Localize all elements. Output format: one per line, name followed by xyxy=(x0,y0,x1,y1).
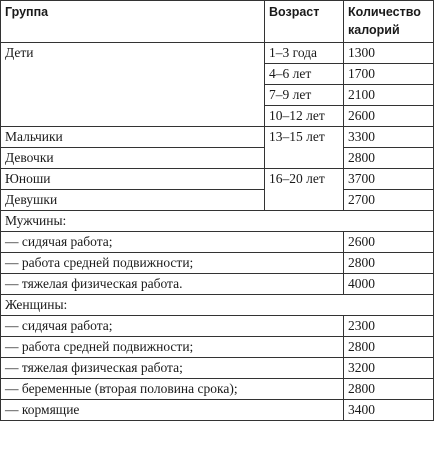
group-cell-children: Дети xyxy=(1,43,265,127)
activity-cell: — сидячая работа; xyxy=(1,316,344,337)
activity-cell: — кормящие xyxy=(1,400,344,421)
table-row xyxy=(1,43,434,64)
calories-cell: 2800 xyxy=(344,253,434,274)
header-group: Группа xyxy=(1,1,265,43)
age-cell: 10–12 лет xyxy=(265,106,344,127)
activity-cell: — тяжелая физическая работа; xyxy=(1,358,344,379)
table-row xyxy=(1,400,434,421)
calories-cell: 2800 xyxy=(344,148,434,169)
calories-cell: 1700 xyxy=(344,64,434,85)
table-row xyxy=(1,253,434,274)
table-row xyxy=(1,274,434,295)
age-cell-16-20: 16–20 лет xyxy=(265,169,344,211)
section-heading-men: Мужчины: xyxy=(1,211,434,232)
group-cell: Девушки xyxy=(1,190,265,211)
calories-cell: 2800 xyxy=(344,337,434,358)
table-row xyxy=(1,148,434,169)
calories-cell: 3200 xyxy=(344,358,434,379)
age-cell: 1–3 года xyxy=(265,43,344,64)
group-cell: Девочки xyxy=(1,148,265,169)
age-cell: 4–6 лет xyxy=(265,64,344,85)
table-row xyxy=(1,379,434,400)
calories-cell: 2600 xyxy=(344,106,434,127)
header-calories: Количество калорий xyxy=(344,1,434,43)
calories-cell: 2800 xyxy=(344,379,434,400)
table-row xyxy=(1,316,434,337)
table-row xyxy=(1,358,434,379)
section-heading-women: Женщины: xyxy=(1,295,434,316)
table-row xyxy=(1,232,434,253)
calories-cell: 4000 xyxy=(344,274,434,295)
group-cell: Мальчики xyxy=(1,127,265,148)
calories-cell: 3300 xyxy=(344,127,434,148)
calories-cell: 3400 xyxy=(344,400,434,421)
table-row xyxy=(1,169,434,190)
age-cell: 7–9 лет xyxy=(265,85,344,106)
section-heading-row xyxy=(1,211,434,232)
activity-cell: — тяжелая физическая работа. xyxy=(1,274,344,295)
activity-cell: — работа средней подвижности; xyxy=(1,253,344,274)
table-row xyxy=(1,127,434,148)
header-row xyxy=(1,1,434,43)
activity-cell: — работа средней подвижности; xyxy=(1,337,344,358)
calories-cell: 2600 xyxy=(344,232,434,253)
calories-cell: 2100 xyxy=(344,85,434,106)
calories-cell: 2300 xyxy=(344,316,434,337)
header-age: Возраст xyxy=(265,1,344,43)
age-cell-13-15: 13–15 лет xyxy=(265,127,344,169)
calories-cell: 1300 xyxy=(344,43,434,64)
calories-cell: 2700 xyxy=(344,190,434,211)
table-row xyxy=(1,337,434,358)
activity-cell: — сидячая работа; xyxy=(1,232,344,253)
table-row xyxy=(1,190,434,211)
activity-cell: — беременные (вторая половина срока); xyxy=(1,379,344,400)
section-heading-row xyxy=(1,295,434,316)
group-cell: Юноши xyxy=(1,169,265,190)
calories-cell: 3700 xyxy=(344,169,434,190)
